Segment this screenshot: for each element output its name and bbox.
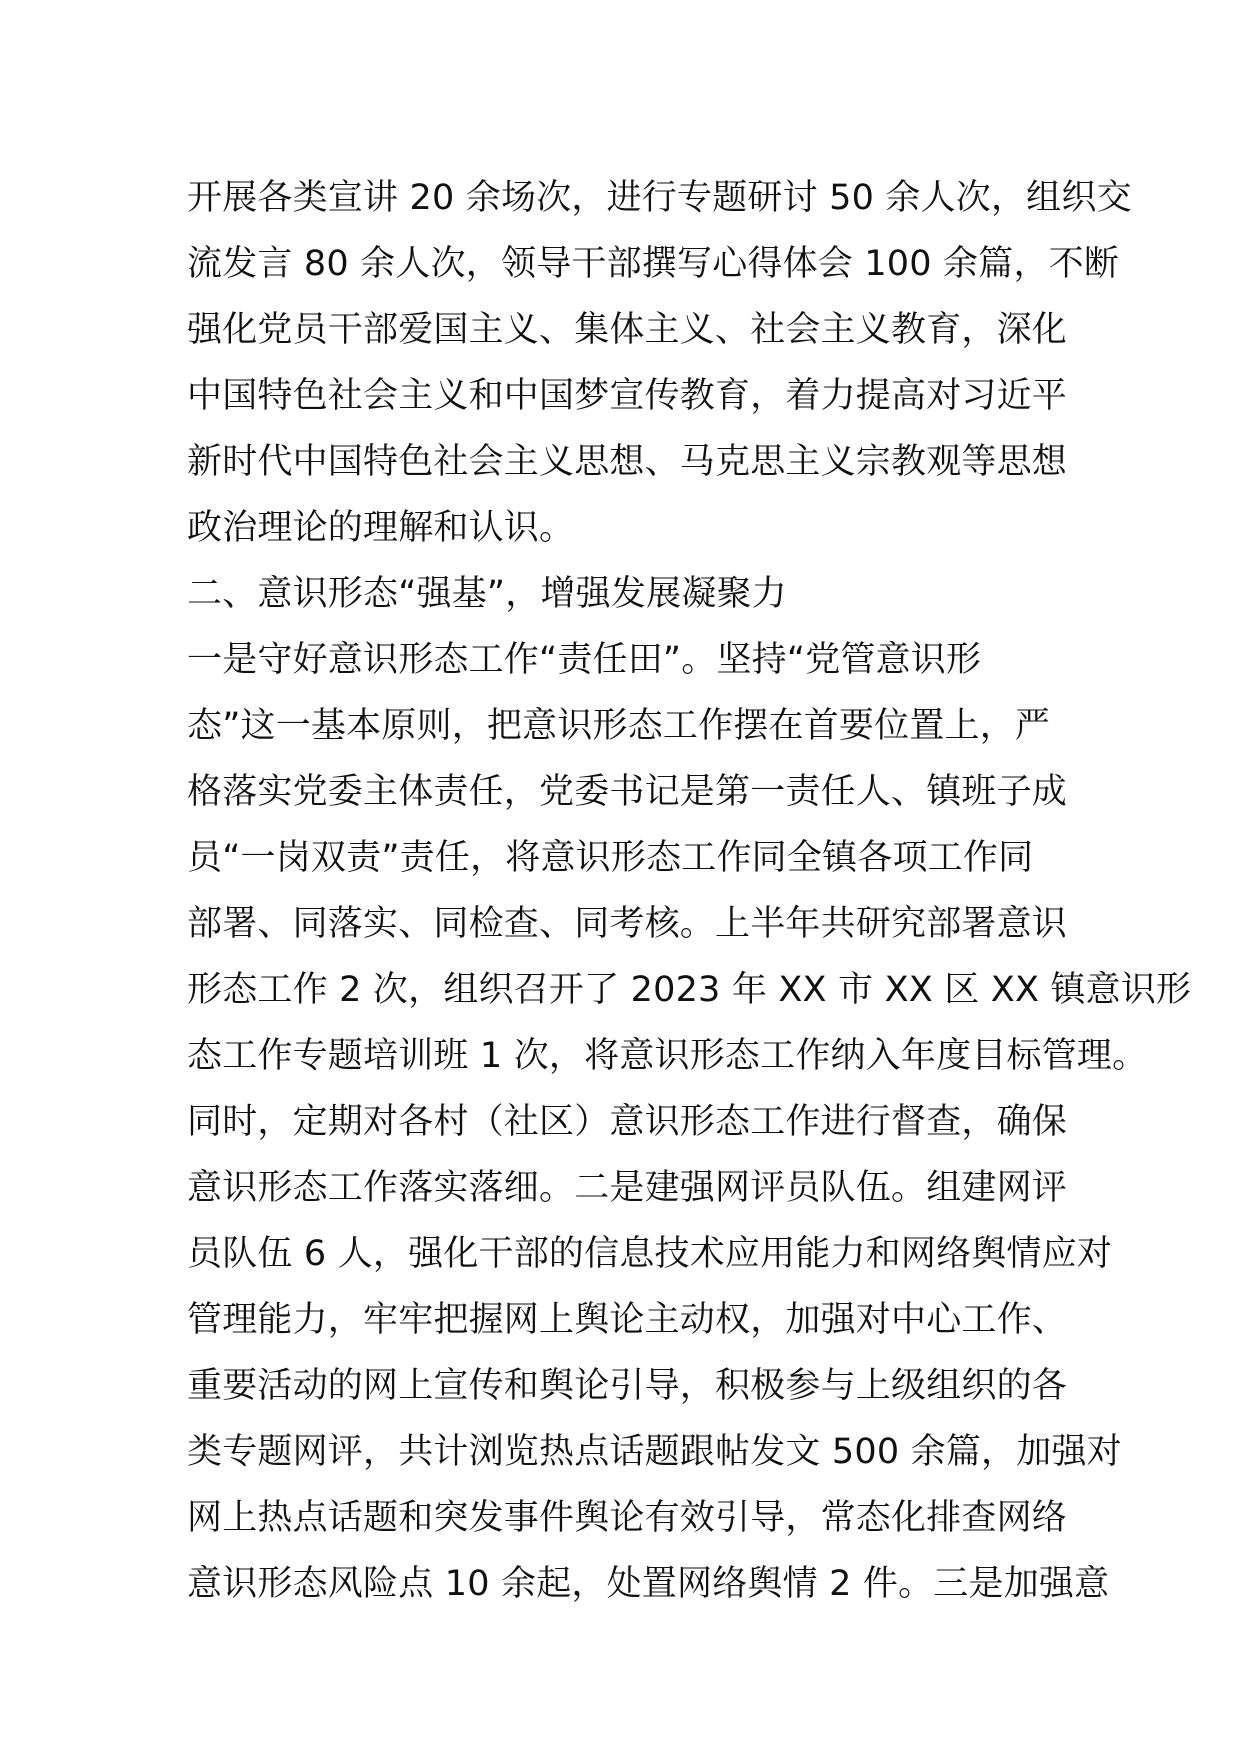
- text-line-15: 同时，定期对各村（社区）意识形态工作进行督查，确保: [187, 1102, 1068, 1142]
- text-line-13: 形态工作 2 次，组织召开了 2023 年 XX 市 XX 区 XX 镇意识形: [187, 970, 1192, 1010]
- text-line-12: 部署、同落实、同检查、同考核。上半年共研究部署意识: [187, 904, 1068, 944]
- text-line-20: 类专题网评，共计浏览热点话题跟帖发文 500 余篇，加强对: [187, 1432, 1122, 1472]
- text-line-4: 中国特色社会主义和中国梦宣传教育，着力提高对习近平: [187, 376, 1068, 416]
- text-line-10: 格落实党委主体责任，党委书记是第一责任人、镇班子成: [187, 772, 1068, 812]
- text-line-17: 员队伍 6 人，强化干部的信息技术应用能力和网络舆情应对: [187, 1234, 1113, 1274]
- text-line-18: 管理能力，牢牢把握网上舆论主动权，加强对中心工作、: [187, 1300, 1068, 1340]
- text-line-19: 重要活动的网上宣传和舆论引导，积极参与上级组织的各: [187, 1366, 1068, 1406]
- section-heading: 二、意识形态“强基”，增强发展凝聚力: [187, 574, 787, 614]
- text-line-5: 新时代中国特色社会主义思想、马克思主义宗教观等思想: [187, 442, 1068, 482]
- text-line-8: 一是守好意识形态工作“责任田”。坚持“党管意识形: [187, 640, 982, 680]
- text-line-22: 意识形态风险点 10 余起，处置网络舆情 2 件。三是加强意: [187, 1564, 1110, 1604]
- text-line-11: 员“一岗双责”责任，将意识形态工作同全镇各项工作同: [187, 838, 1034, 878]
- text-line-16: 意识形态工作落实落细。二是建强网评员队伍。组建网评: [187, 1168, 1068, 1208]
- text-line-2: 流发言 80 余人次，领导干部撰写心得体会 100 余篇，不断: [187, 244, 1120, 284]
- text-line-14: 态工作专题培训班 1 次，将意识形态工作纳入年度目标管理。: [187, 1036, 1148, 1076]
- text-line-9: 态”这一基本原则，把意识形态工作摆在首要位置上，严: [187, 706, 1051, 746]
- document-body: [187, 165, 1192, 1617]
- text-line-1: 开展各类宣讲 20 余场次，进行专题研讨 50 余人次，组织交: [187, 178, 1132, 218]
- text-line-3: 强化党员干部爱国主义、集体主义、社会主义教育，深化: [187, 310, 1068, 350]
- text-line-21: 网上热点话题和突发事件舆论有效引导，常态化排查网络: [187, 1498, 1068, 1538]
- text-line-6: 政治理论的理解和认识。: [187, 508, 575, 548]
